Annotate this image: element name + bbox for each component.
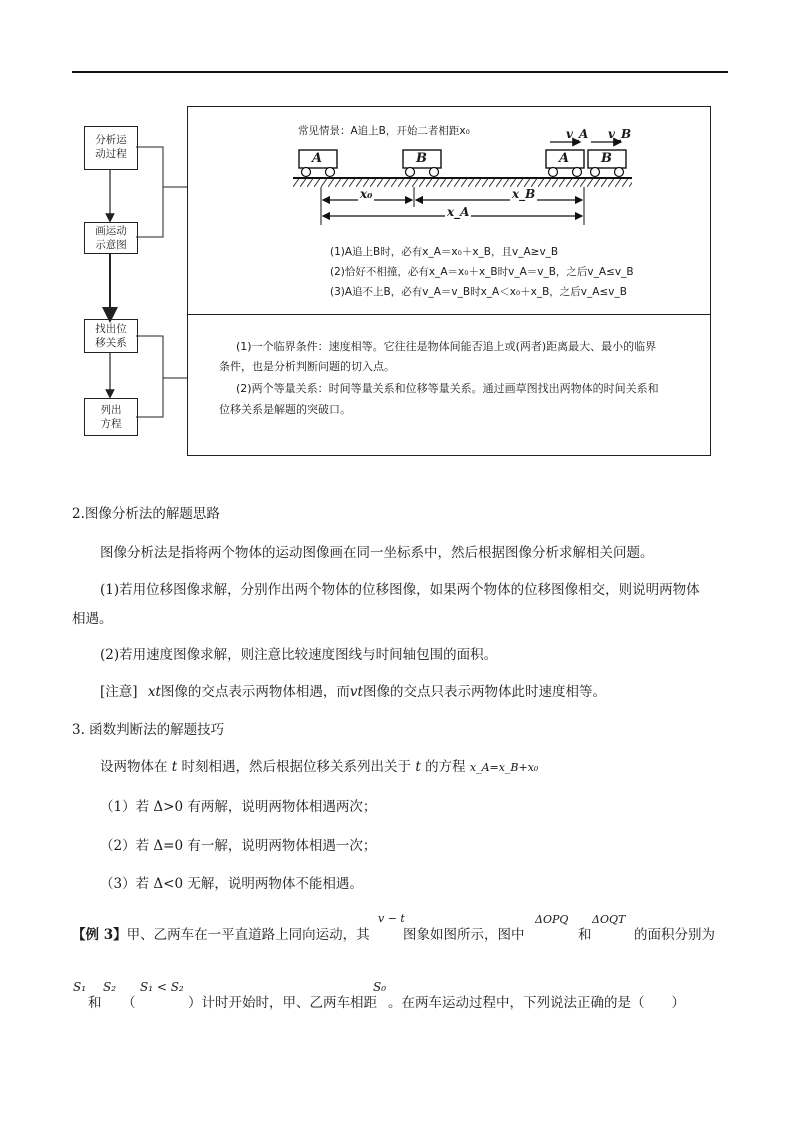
s2-symbol: S₂ (103, 980, 117, 994)
text-fragment: 和 (88, 995, 102, 1011)
text-fragment: 甲、乙两车在一平直道路上同向运动，其 (126, 927, 370, 943)
note-line: 条件，也是分析判断问题的切入点。 (219, 360, 395, 373)
text-fragment: 的方程 (425, 759, 466, 775)
case-line: （1）若 Δ>0 有两解，说明两物体相遇两次； (100, 799, 377, 815)
car-b-label: B (416, 151, 427, 166)
note-text: 图像的交点表示两物体相遇，而 (160, 684, 350, 700)
condition-1: (1)A追上B时，必有x_A＝x₀＋x_B，且v_A≥v_B (330, 246, 559, 258)
equation: x_A=x_B+x₀ (469, 761, 539, 774)
example-line-1 (72, 925, 370, 945)
case-line: （2）若 Δ=0 有一解，说明两物体相遇一次； (100, 838, 377, 854)
wheel (430, 168, 439, 177)
wheel (591, 168, 600, 177)
text-fragment: 设两物体在 (100, 759, 168, 775)
section-heading: 3. 函数判断法的解题技巧 (72, 722, 225, 738)
text-fragment: ）计时开始时，甲、乙两车相距 (188, 995, 377, 1011)
paragraph: (1)若用位移图像求解，分别作出两个物体的位移图像，如果两个物体的位移图像相交，则说明两物体 (100, 582, 700, 598)
paragraph: 图像分析法是指将两个物体的运动图像画在同一坐标系中，然后根据图像分析求解相关问题。 (100, 545, 654, 561)
flow-step-text: 示意图 (95, 239, 127, 251)
vt-term: vt (349, 684, 363, 700)
triangle-opq: ΔOPQ (535, 913, 569, 926)
wheel (326, 168, 335, 177)
flow-step-text: 画运动 (95, 225, 127, 237)
xa-label: x_A (447, 205, 470, 219)
case-line: （3）若 Δ<0 无解，说明两物体不能相遇。 (100, 876, 363, 892)
car-a-label: A (312, 151, 323, 166)
paragraph (100, 757, 538, 778)
note-line: 位移关系是解题的突破口。 (219, 403, 351, 416)
note-paragraph (100, 682, 606, 702)
wheel (302, 168, 311, 177)
vt-symbol: v − t (378, 912, 405, 925)
wheel (549, 168, 558, 177)
flow-step-text: 移关系 (95, 337, 127, 349)
flow-step-text: 列出 (100, 404, 122, 416)
inequality: S₁ < S₂ (140, 980, 184, 994)
wheel (615, 168, 624, 177)
xb-label: x_B (512, 187, 536, 201)
scenario-text: 常见情景：A追上B，开始二者相距x₀ (298, 125, 470, 137)
text-fragment: 和 (578, 927, 592, 943)
s1-symbol: S₁ (73, 980, 87, 994)
condition-3: (3)A追不上B，必有v_A＝v_B时x_A＜x₀＋x_B，之后v_A≤v_B (330, 286, 627, 298)
triangle-oqt: ΔOQT (592, 913, 626, 926)
note-line: (2)两个等量关系：时间等量关系和位移等量关系。通过画草图找出两物体的时间关系和 (236, 382, 659, 395)
note-label: [注意] (100, 684, 138, 700)
x0-label: x₀ (360, 187, 373, 201)
s0-symbol: S₀ (373, 980, 387, 994)
text-fragment: 图象如图所示，图中 (403, 927, 525, 943)
note-text: 图像的交点只表示两物体此时速度相等。 (362, 684, 606, 700)
bracket-top (136, 147, 163, 237)
flow-step-text: 方程 (100, 418, 122, 430)
ground-hatch (293, 179, 632, 187)
paragraph: (2)若用速度图像求解，则注意比较速度图线与时间轴包围的面积。 (100, 647, 498, 663)
var-t: t (171, 759, 178, 775)
bracket-bottom (136, 336, 163, 417)
text-fragment: 的面积分别为 (634, 927, 715, 943)
example-label: 【例 3】 (72, 927, 127, 943)
note-line: (1)一个临界条件：速度相等。它往往是物体间能否追上或(两者)距离最大、最小的临界 (236, 340, 657, 353)
wheel (573, 168, 582, 177)
text-fragment: 。在两车运动过程中，下列说法正确的是（ ） (388, 995, 685, 1011)
notes-panel (187, 314, 711, 456)
flow-step-text: 分析运 (95, 134, 127, 146)
var-t: t (415, 759, 421, 775)
flow-step-text: 动过程 (95, 148, 127, 160)
text-fragment: （ (122, 995, 136, 1011)
wheel (406, 168, 415, 177)
condition-2: (2)恰好不相撞，必有x_A＝x₀＋x_B时v_A＝v_B，之后v_A≤v_B (330, 266, 634, 278)
section-heading: 2.图像分析法的解题思路 (72, 506, 220, 522)
flow-step-text: 找出位 (95, 323, 127, 335)
velocity-a-label: v_A (566, 127, 589, 141)
car-a-label: A (559, 151, 570, 166)
paragraph: 相遇。 (72, 611, 113, 627)
velocity-b-label: v_B (608, 127, 632, 141)
text-fragment: 时刻相遇，然后根据位移关系列出关于 (181, 759, 412, 775)
motion-panel (187, 106, 711, 316)
xt-term: xt (147, 684, 161, 700)
car-b-label: B (601, 151, 612, 166)
